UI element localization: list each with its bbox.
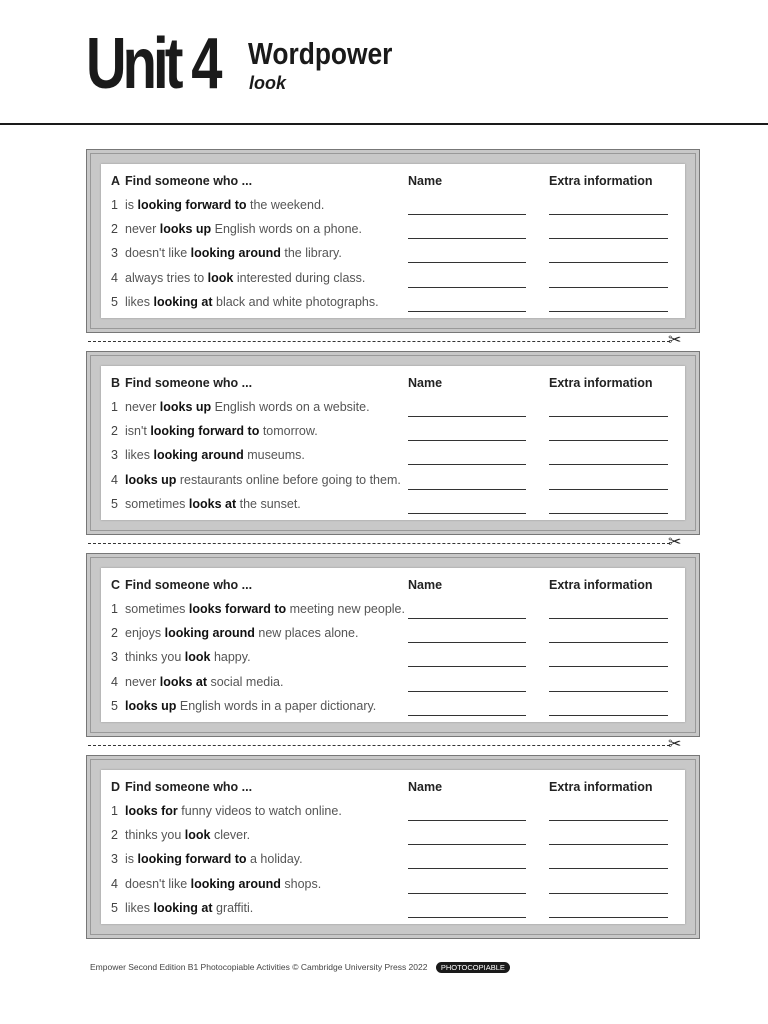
column-extra-header: Extra information <box>549 578 653 592</box>
scissors-icon: ✂ <box>668 534 682 551</box>
scissors-icon: ✂ <box>668 332 682 349</box>
extra-answer-line[interactable] <box>549 917 668 918</box>
card-letter: B <box>111 376 121 390</box>
name-answer-line[interactable] <box>408 464 526 465</box>
name-answer-line[interactable] <box>408 238 526 239</box>
unit-title: Unit 4 <box>86 24 219 104</box>
column-extra-header: Extra information <box>549 376 653 390</box>
item-phrase: looks up <box>159 222 212 237</box>
extra-answer-line[interactable] <box>549 844 668 845</box>
list-item <box>111 897 675 921</box>
name-answer-line[interactable] <box>408 262 526 263</box>
list-item <box>111 598 675 622</box>
scissors-icon: ✂ <box>668 736 682 753</box>
extra-answer-line[interactable] <box>549 893 668 894</box>
column-extra-header: Extra information <box>549 780 653 794</box>
item-phrase: looking forward to <box>137 852 247 867</box>
extra-answer-line[interactable] <box>549 691 668 692</box>
column-name-header: Name <box>408 376 443 390</box>
name-answer-line[interactable] <box>408 820 526 821</box>
name-answer-line[interactable] <box>408 868 526 869</box>
name-answer-line[interactable] <box>408 440 526 441</box>
name-answer-line[interactable] <box>408 715 526 716</box>
list-item <box>111 291 675 315</box>
extra-answer-line[interactable] <box>549 820 668 821</box>
card-panel <box>101 568 685 722</box>
section-title: Wordpower <box>248 36 393 71</box>
item-text: enjoys looking around new places alone. <box>125 626 359 641</box>
list-item <box>111 671 675 695</box>
item-phrase: looking around <box>190 876 281 891</box>
card-panel <box>101 366 685 520</box>
item-number: 3 <box>111 852 118 867</box>
name-answer-line[interactable] <box>408 893 526 894</box>
column-name-header: Name <box>408 578 443 592</box>
item-phrase: looks at <box>159 674 207 689</box>
item-number: 1 <box>111 602 118 616</box>
list-item <box>111 646 675 670</box>
extra-answer-line[interactable] <box>549 440 668 441</box>
item-number: 2 <box>111 626 118 641</box>
item-number: 1 <box>111 400 118 414</box>
list-item <box>111 469 675 493</box>
item-phrase: looking at <box>153 294 213 309</box>
section-subtitle: look <box>249 73 287 93</box>
card-title: Find someone who ... <box>125 174 253 188</box>
extra-answer-line[interactable] <box>549 311 668 312</box>
extra-answer-line[interactable] <box>549 868 668 869</box>
extra-answer-line[interactable] <box>549 666 668 667</box>
item-number: 5 <box>111 294 118 309</box>
cut-line <box>88 745 670 746</box>
item-text: likes looking at black and white photographs. <box>125 294 379 309</box>
item-text: likes looking around museums. <box>125 448 305 463</box>
item-number: 4 <box>111 270 118 285</box>
item-text: thinks you look clever. <box>125 828 251 843</box>
item-phrase: looks for <box>125 804 178 818</box>
card-title: Find someone who ... <box>125 376 253 390</box>
item-phrase: looks forward to <box>188 602 287 616</box>
item-text: looks up restaurants online before going to them. <box>125 472 401 487</box>
extra-answer-line[interactable] <box>549 416 668 417</box>
card-title: Find someone who ... <box>125 578 253 592</box>
extra-answer-line[interactable] <box>549 464 668 465</box>
item-phrase: looking around <box>164 626 255 641</box>
item-phrase: looking around <box>153 448 244 463</box>
item-text: doesn't like looking around the library. <box>125 246 342 261</box>
extra-answer-line[interactable] <box>549 513 668 514</box>
item-phrase: looking forward to <box>137 198 247 212</box>
item-phrase: looks at <box>188 496 237 511</box>
card-header-row <box>111 776 675 800</box>
item-number: 4 <box>111 674 118 689</box>
header-rule <box>0 123 768 125</box>
name-answer-line[interactable] <box>408 287 526 288</box>
activity-card-c <box>86 553 700 737</box>
item-text: doesn't like looking around shops. <box>125 876 322 891</box>
item-phrase: look <box>184 828 211 843</box>
item-phrase: looking at <box>153 900 213 915</box>
item-text: never looks up English words on a website. <box>125 400 370 414</box>
item-text: never looks up English words on a phone. <box>125 222 362 237</box>
card-header-row <box>111 170 675 194</box>
card-panel <box>101 770 685 924</box>
column-extra-header: Extra information <box>549 174 653 188</box>
list-item <box>111 444 675 468</box>
item-phrase: looking forward to <box>150 424 260 439</box>
extra-answer-line[interactable] <box>549 489 668 490</box>
list-item <box>111 848 675 872</box>
column-name-header: Name <box>408 174 443 188</box>
name-answer-line[interactable] <box>408 214 526 215</box>
item-phrase: looks up <box>125 472 177 487</box>
column-name-header: Name <box>408 780 443 794</box>
photocopiable-badge: PHOTOCOPIABLE <box>436 962 510 973</box>
extra-answer-line[interactable] <box>549 618 668 619</box>
item-number: 3 <box>111 246 118 261</box>
extra-answer-line[interactable] <box>549 715 668 716</box>
name-answer-line[interactable] <box>408 917 526 918</box>
list-item <box>111 622 675 646</box>
card-letter: A <box>111 174 121 188</box>
item-number: 1 <box>111 198 118 212</box>
card-header-row <box>111 372 675 396</box>
card-letter: D <box>111 780 121 794</box>
cut-line <box>88 341 670 342</box>
item-text: isn't looking forward to tomorrow. <box>125 424 318 439</box>
item-text: is looking forward to the weekend. <box>125 198 325 212</box>
extra-answer-line[interactable] <box>549 214 668 215</box>
list-item <box>111 873 675 897</box>
list-item <box>111 218 675 242</box>
activity-card-b <box>86 351 700 535</box>
activity-card-a <box>86 149 700 333</box>
card-header-row <box>111 574 675 598</box>
list-item <box>111 267 675 291</box>
card-letter: C <box>111 578 121 592</box>
item-number: 2 <box>111 222 118 237</box>
item-number: 5 <box>111 698 118 713</box>
extra-answer-line[interactable] <box>549 262 668 263</box>
list-item <box>111 420 675 444</box>
item-text: always tries to look interested during class. <box>125 270 366 285</box>
item-text: is looking forward to a holiday. <box>125 852 303 867</box>
item-number: 4 <box>111 472 118 487</box>
item-number: 5 <box>111 900 118 915</box>
item-text: likes looking at graffiti. <box>125 900 254 915</box>
name-answer-line[interactable] <box>408 844 526 845</box>
item-number: 3 <box>111 448 118 463</box>
footer <box>90 962 510 973</box>
item-number: 2 <box>111 424 118 439</box>
name-answer-line[interactable] <box>408 666 526 667</box>
name-answer-line[interactable] <box>408 311 526 312</box>
name-answer-line[interactable] <box>408 513 526 514</box>
item-number: 2 <box>111 828 118 843</box>
list-item <box>111 493 675 517</box>
name-answer-line[interactable] <box>408 618 526 619</box>
item-text: looks up English words in a paper dictionary. <box>125 698 377 713</box>
item-phrase: looks up <box>125 698 177 713</box>
list-item <box>111 194 675 218</box>
item-phrase: look <box>184 650 211 665</box>
card-title: Find someone who ... <box>125 780 253 794</box>
item-phrase: looking around <box>190 246 281 261</box>
name-answer-line[interactable] <box>408 489 526 490</box>
item-phrase: look <box>207 270 234 285</box>
name-answer-line[interactable] <box>408 416 526 417</box>
list-item <box>111 396 675 420</box>
list-item <box>111 824 675 848</box>
extra-answer-line[interactable] <box>549 238 668 239</box>
cut-line <box>88 543 670 544</box>
item-text: sometimes looks at the sunset. <box>125 496 301 511</box>
list-item <box>111 242 675 266</box>
extra-answer-line[interactable] <box>549 287 668 288</box>
item-text: thinks you look happy. <box>125 650 251 665</box>
list-item <box>111 800 675 824</box>
copyright-text: Empower Second Edition B1 Photocopiable Activities © Cambridge University Press 2022 <box>90 962 428 972</box>
item-number: 3 <box>111 650 118 665</box>
item-text: looks for funny videos to watch online. <box>125 804 342 818</box>
list-item <box>111 695 675 719</box>
item-number: 4 <box>111 876 118 891</box>
item-number: 1 <box>111 804 118 818</box>
item-text: sometimes looks forward to meeting new people. <box>125 602 405 616</box>
item-text: never looks at social media. <box>125 674 284 689</box>
card-panel <box>101 164 685 318</box>
activity-card-d <box>86 755 700 939</box>
item-number: 5 <box>111 496 118 511</box>
page-header <box>0 0 768 125</box>
extra-answer-line[interactable] <box>549 642 668 643</box>
item-phrase: looks up <box>159 400 212 414</box>
name-answer-line[interactable] <box>408 642 526 643</box>
name-answer-line[interactable] <box>408 691 526 692</box>
